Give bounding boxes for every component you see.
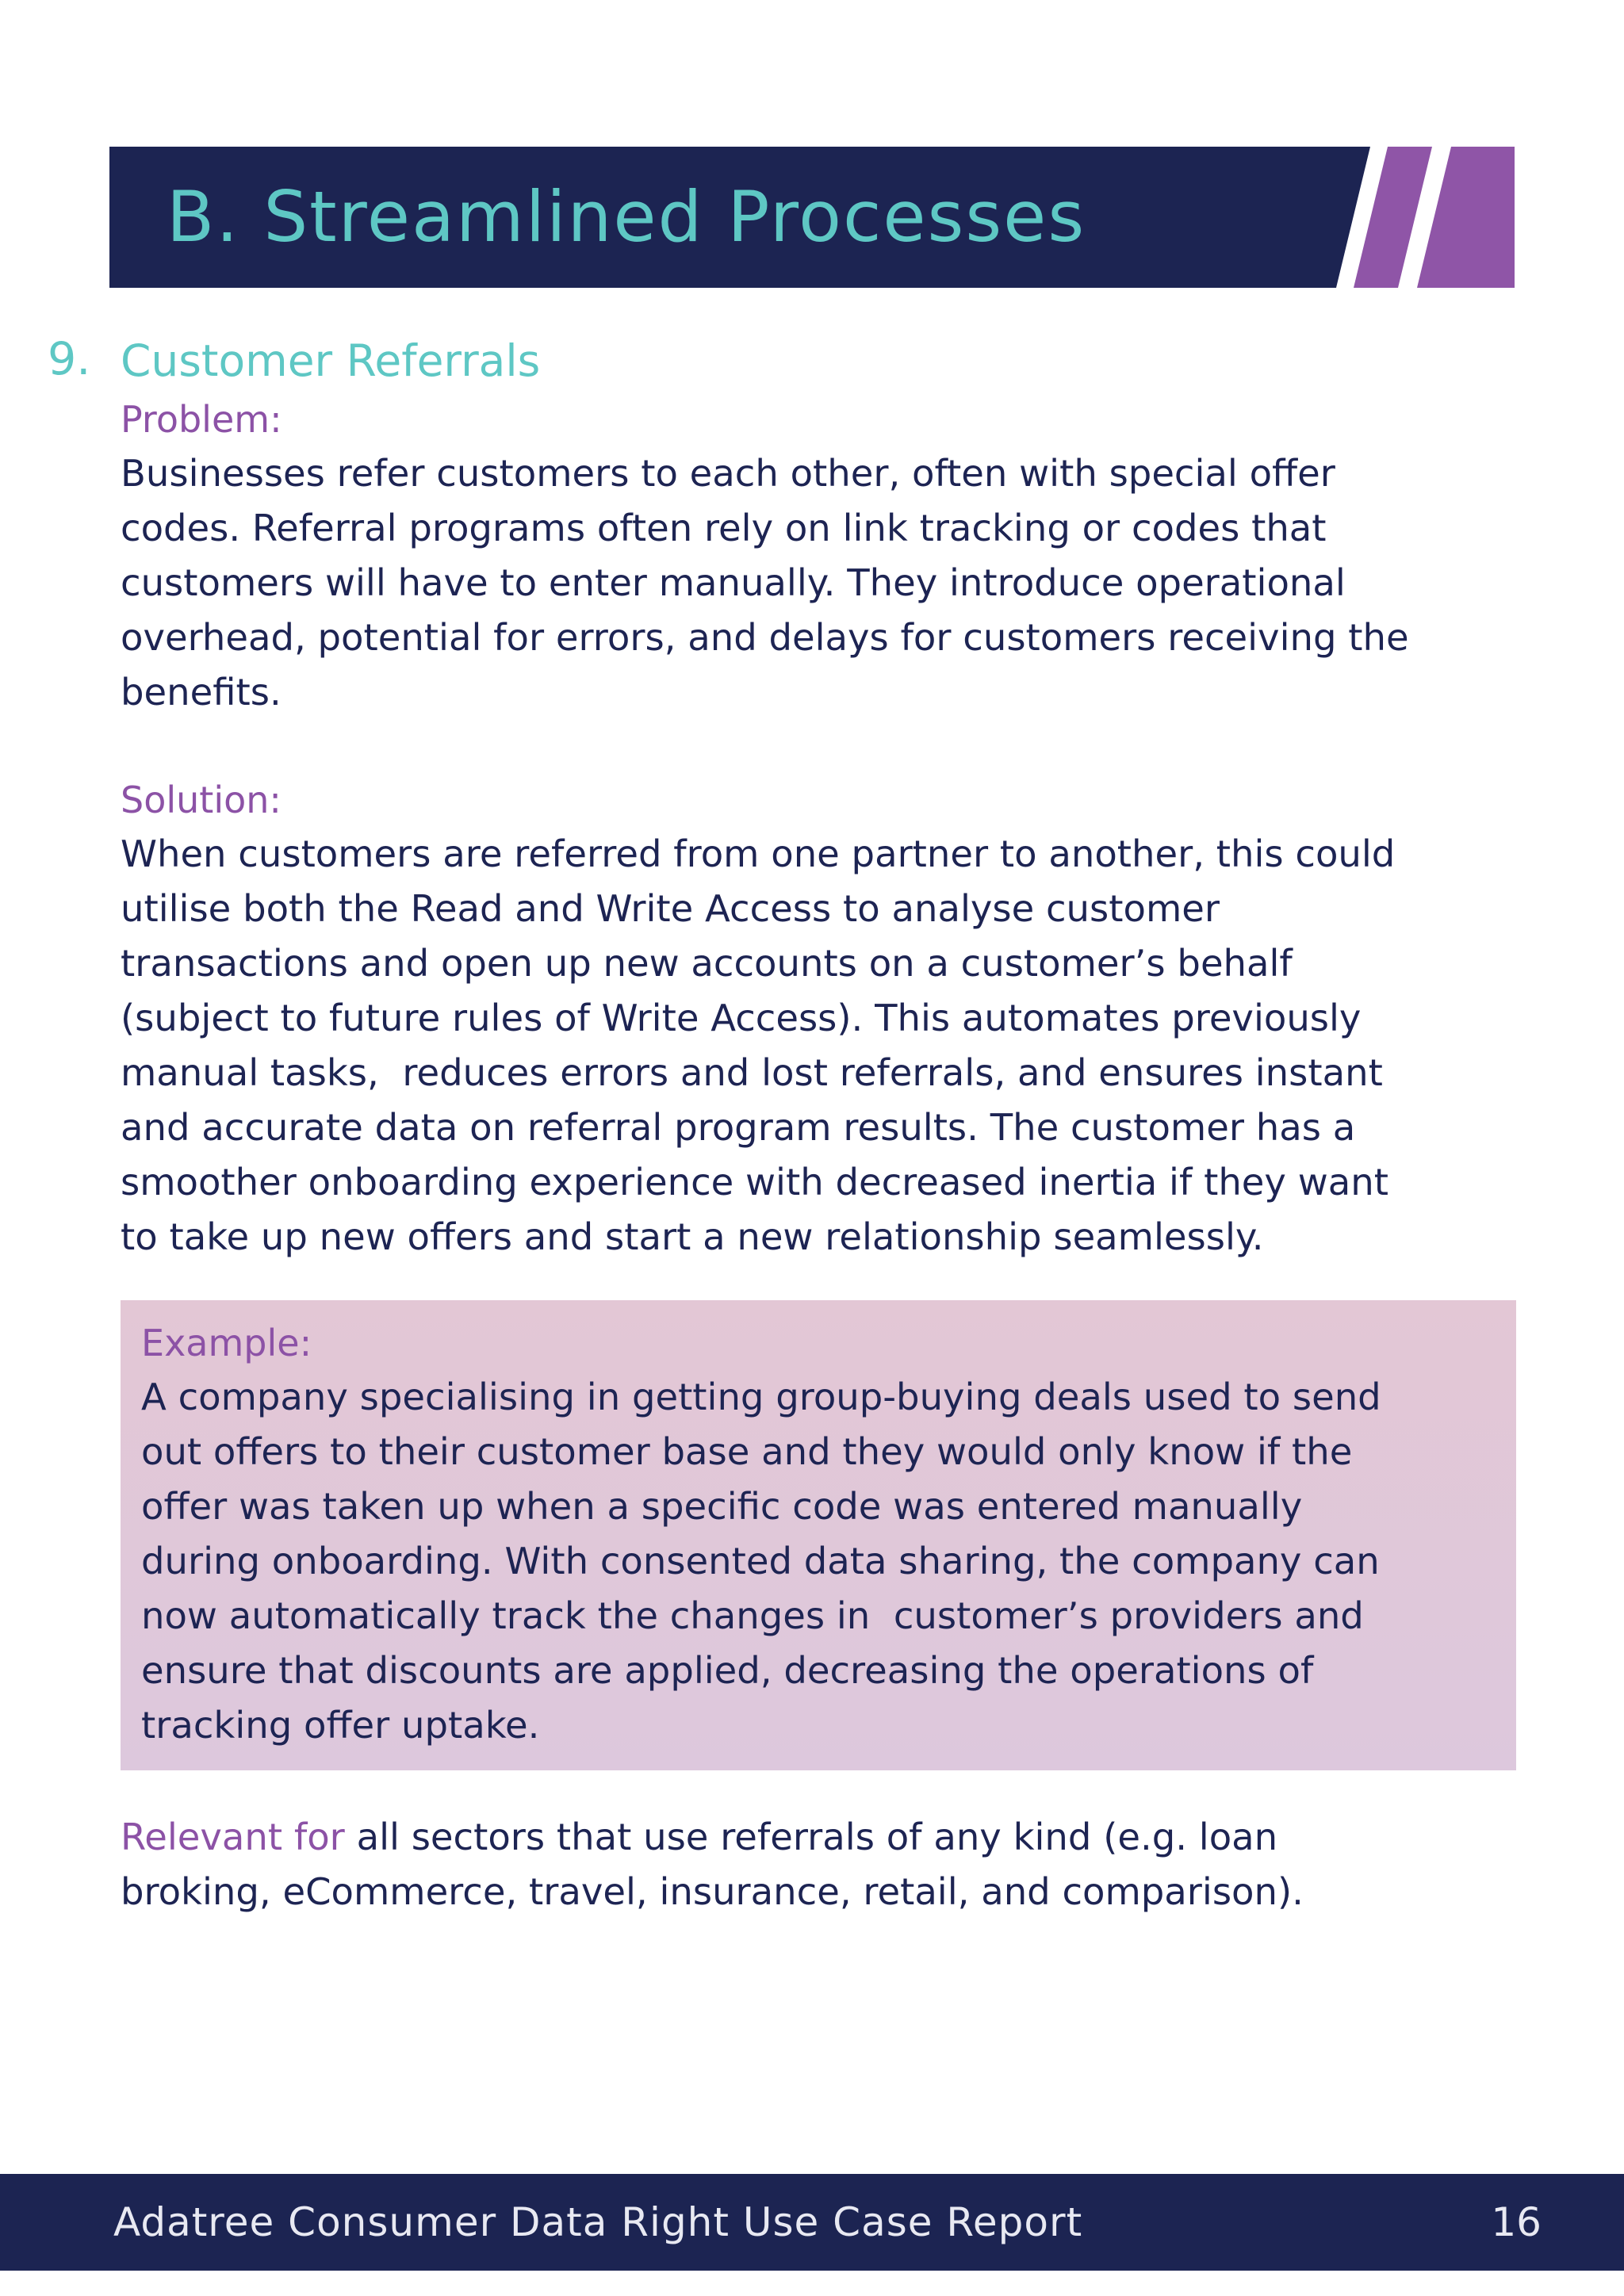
example-line: A company specialising in getting group-buying deals used to send	[141, 1376, 1381, 1418]
example-callout-box	[121, 1300, 1516, 1770]
solution-line: and accurate data on referral program results. The customer has a	[121, 1106, 1356, 1149]
use-case-number: 9.	[48, 333, 91, 385]
footer-report-title: Adatree Consumer Data Right Use Case Report	[113, 2199, 1083, 2245]
example-line: offer was taken up when a specific code was entered manually	[141, 1485, 1303, 1528]
solution-line: (subject to future rules of Write Access). This automates previously	[121, 997, 1362, 1039]
relevant-line	[121, 1810, 1304, 1865]
example-label: Example:	[141, 1322, 312, 1364]
problem-line: customers will have to enter manually. They introduce operational	[121, 561, 1346, 604]
section-header-banner	[109, 147, 1515, 288]
example-paragraph	[141, 1370, 1381, 1753]
relevant-line: broking, eCommerce, travel, insurance, retail, and comparison).	[121, 1870, 1304, 1913]
relevant-line-rest: all sectors that use referrals of any kind (e.g. loan	[344, 1816, 1278, 1858]
page-number: 16	[1491, 2199, 1542, 2245]
solution-line: utilise both the Read and Write Access to analyse customer	[121, 887, 1220, 930]
problem-line: codes. Referral programs often rely on link tracking or codes that	[121, 507, 1327, 549]
relevant-for-label: Relevant for	[121, 1816, 345, 1858]
solution-line: to take up new offers and start a new relationship seamlessly.	[121, 1215, 1264, 1258]
problem-line: Businesses refer customers to each other, often with special offer	[121, 452, 1335, 495]
solution-line: manual tasks, reduces errors and lost referrals, and ensures instant	[121, 1051, 1383, 1094]
problem-label: Problem:	[121, 398, 282, 441]
solution-label: Solution:	[121, 779, 282, 821]
solution-paragraph	[121, 827, 1395, 1265]
use-case-title: Customer Referrals	[121, 335, 541, 386]
problem-line: overhead, potential for errors, and delays for customers receiving the	[121, 616, 1409, 659]
example-line: ensure that discounts are applied, decreasing the operations of	[141, 1649, 1314, 1692]
solution-line: smoother onboarding experience with decreased inertia if they want	[121, 1161, 1388, 1203]
example-line: tracking offer uptake.	[141, 1704, 540, 1747]
example-line: out offers to their customer base and they would only know if the	[141, 1430, 1353, 1473]
problem-line: benefits.	[121, 671, 282, 714]
example-line: during onboarding. With consented data sharing, the company can	[141, 1540, 1380, 1582]
page-footer	[0, 2174, 1624, 2271]
example-line: now automatically track the changes in customer’s providers and	[141, 1594, 1364, 1637]
relevant-sectors-paragraph	[121, 1810, 1304, 1919]
solution-line: transactions and open up new accounts on a customer’s behalf	[121, 942, 1293, 985]
solution-line: When customers are referred from one partner to another, this could	[121, 832, 1396, 875]
problem-paragraph	[121, 446, 1409, 720]
section-header-title: B. Streamlined Processes	[167, 176, 1086, 258]
